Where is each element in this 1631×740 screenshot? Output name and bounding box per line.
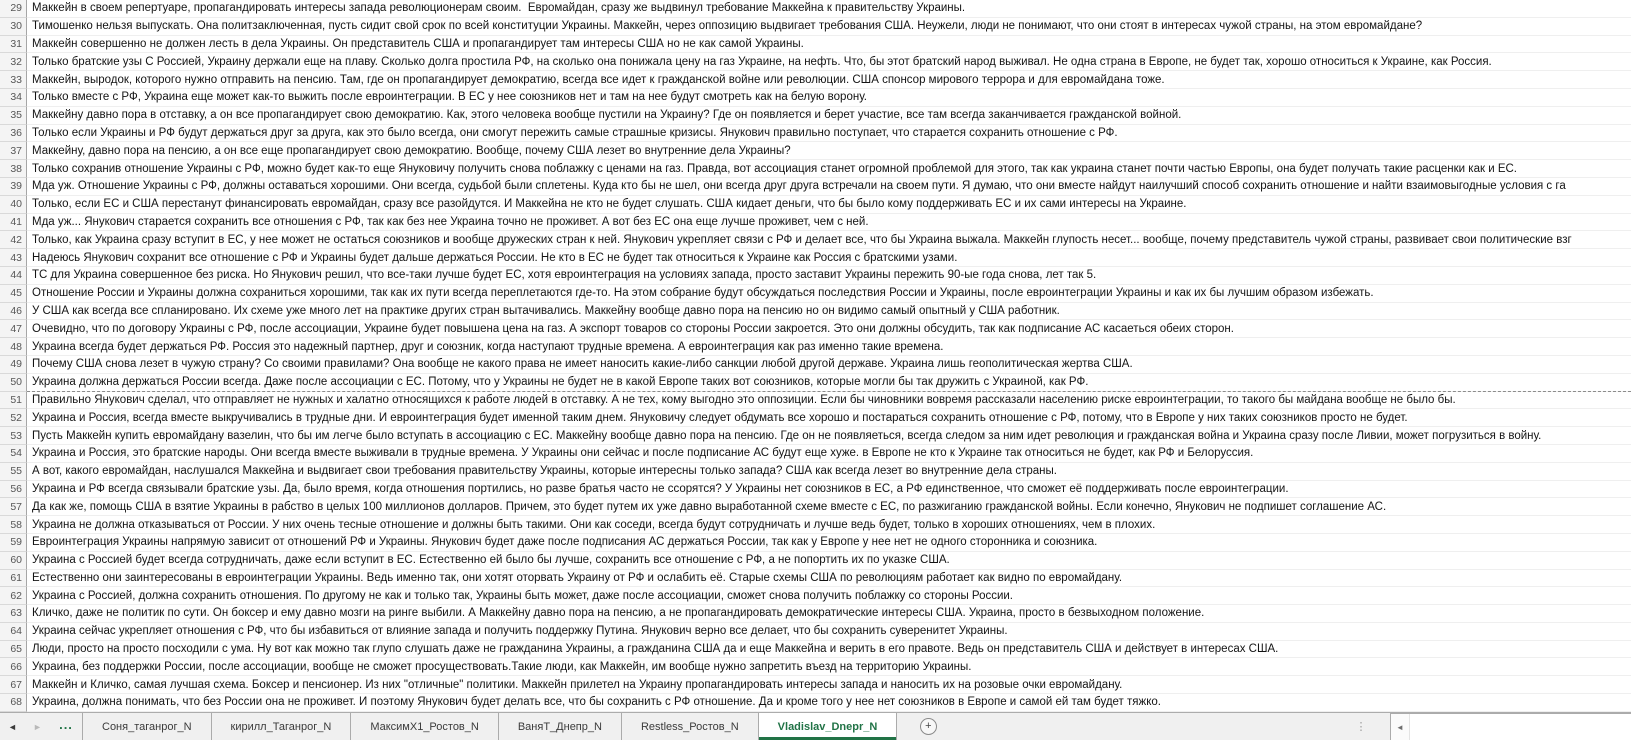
row-header[interactable]: 41 <box>0 214 27 232</box>
row-header[interactable]: 62 <box>0 587 27 605</box>
cell-text[interactable]: Правильно Янукович сделал, что отправляет не нужных и халатно относящихся к работе людей в отставку. А не тех, кому выгодно это оппозиции. Если бы чиновники вовремя рассказали населению риске евроинтеграции, то такого бы майдана вообще не было бы. <box>27 392 1631 410</box>
sheet-row <box>0 160 1631 178</box>
sheet-row <box>0 356 1631 374</box>
cell-text[interactable]: Украина, должна понимать, что без России она не проживет. И поэтому Янукович будет делать все, что бы сохранить с РФ отношение. Да и кроме того у нее нет союзников в Европе и самой ей там будет тяжко. <box>27 694 1631 712</box>
sheet-row <box>0 89 1631 107</box>
sheet-row <box>0 178 1631 196</box>
row-header[interactable]: 56 <box>0 481 27 499</box>
cell-text[interactable]: Мда уж... Янукович старается сохранить все отношения с РФ, так как без нее Украина точно не проживет. А вот без ЕС она еще лучше проживет, чем с ней. <box>27 214 1631 232</box>
cell-text[interactable]: Надеюсь Янукович сохранит все отношение с РФ и Украины будет дальше держаться России. Не кто в ЕС не будет так относиться к Украине как Россия с братскими узами. <box>27 249 1631 267</box>
sheet-tab-МаксимХ1_Ростов_N[interactable]: МаксимХ1_Ростов_N <box>351 713 499 740</box>
cell-text[interactable]: Украина всегда будет держаться РФ. Россия это надежный партнер, друг и союзник, когда наступают трудные времена. А евроинтеграция как раз именно такие времена. <box>27 338 1631 356</box>
row-header[interactable]: 58 <box>0 516 27 534</box>
cell-text[interactable]: Только сохранив отношение Украины с РФ, можно будет как-то еще Януковичу получить снова поблажку с ценами на газ. Правда, вот ассоциация станет огромной проблемой для этого, так как украина станет почти частью Европы, она будет получать такие расценки как и ЕС. <box>27 160 1631 178</box>
row-header[interactable]: 33 <box>0 71 27 89</box>
row-header[interactable]: 45 <box>0 285 27 303</box>
row-header[interactable]: 35 <box>0 107 27 125</box>
tabs-scroll-left-icon[interactable]: ◄ <box>8 721 17 732</box>
sheet-row <box>0 641 1631 659</box>
row-header[interactable]: 44 <box>0 267 27 285</box>
row-header[interactable]: 68 <box>0 694 27 712</box>
row-header[interactable]: 42 <box>0 231 27 249</box>
row-header[interactable]: 47 <box>0 320 27 338</box>
tabbar-right-group <box>1354 713 1631 740</box>
sheet-row <box>0 320 1631 338</box>
cell-text[interactable]: Отношение России и Украины должна сохраниться хорошими, так как их пути всегда переплетаются где-то. На этом собрание будут обсуждаться последствия России и Украины, после евроинтеграции Украины и как их бы лучшим образом избежать. <box>27 285 1631 303</box>
cell-text[interactable]: Украина сейчас укрепляет отношения с РФ, что бы избавиться от влияние запада и получить поддержку Путина. Янукович верно все делает, что бы сохранить суверенитет Украины. <box>27 623 1631 641</box>
cell-text[interactable]: Маккейну, давно пора на пенсию, а он все еще пропагандирует свою демократию. Вообще, почему США лезет во внутренние дела Украины? <box>27 142 1631 160</box>
plus-icon: + <box>920 718 937 735</box>
row-header[interactable]: 65 <box>0 641 27 659</box>
cell-text[interactable]: Только братские узы С Россией, Украину держали еще на плаву. Сколько долга простила РФ, на сколько она понижала цену на газ Украине, на нефть. Что, бы этот братский народ выживал. Не одна страна в Европе, не будет так, хорошо относиться к Украине, как Россия. <box>27 53 1631 71</box>
sheet-row <box>0 623 1631 641</box>
cell-text[interactable]: Тимошенко нельзя выпускать. Она политзаключенная, пусть сидит свой срок по всей конституции Украины. Маккейн, через оппозицию выдвигает требования США. Неужели, люди не понимают, что они стоят в интересах чужой страны, на этом евромайдане? <box>27 18 1631 36</box>
row-header[interactable]: 49 <box>0 356 27 374</box>
sheet-row <box>0 267 1631 285</box>
row-header[interactable]: 39 <box>0 178 27 196</box>
row-header[interactable]: 46 <box>0 303 27 321</box>
cell-text[interactable]: Украина, без поддержки России, после ассоциации, вообще не сможет просуществовать.Такие люди, как Маккейн, им вообще нужно запретить въезд на территорию Украины. <box>27 658 1631 676</box>
cell-text[interactable]: Украина должна держаться России всегда. Даже после ассоциации с ЕС. Потому, что у Украины не будет не в какой Европе таких вот союзников, которые могли бы так дружить с Украиной, как РФ. <box>27 374 1631 392</box>
row-header[interactable]: 48 <box>0 338 27 356</box>
sheet-tab-ВаняТ_Днепр_N[interactable]: ВаняТ_Днепр_N <box>499 713 622 740</box>
row-header[interactable]: 59 <box>0 534 27 552</box>
sheet-row <box>0 338 1631 356</box>
cell-text[interactable]: ТС для Украина совершенное без риска. Но Янукович решил, что все-таки лучше будет ЕС, хотя евроинтеграция на условиях запада, просто заставит Украины пережить 90-ые года снова, лет так 5. <box>27 267 1631 285</box>
cell-text[interactable]: Люди, просто на просто посходили с ума. Ну вот как можно так глупо слушать даже не гражданина Украины, а гражданина США да и еще Маккейна и верить в его правоте. Ведь он представитель США и действует в интересах США. <box>27 641 1631 659</box>
row-header[interactable]: 30 <box>0 18 27 36</box>
cell-text[interactable]: Только, как Украина сразу вступит в ЕС, у нее может не остаться союзников и вообще дружеских стран к ней. Янукович укрепляет связи с РФ и делает все, что бы Украина выжала. Маккейн глупость несет... вообще, почему представитель чужой страны, развивает свои политические взг <box>27 231 1631 249</box>
row-header[interactable]: 61 <box>0 570 27 588</box>
cell-text[interactable]: Очевидно, что по договору Украины с РФ, после ассоциации, Украине будет повышена цена на газ. А экспорт товаров со стороны России закроется. Это они должны обсудить, так как подписание АС касаеться обеих сторон. <box>27 320 1631 338</box>
sheet-tab-кирилл_Таганрог_N[interactable]: кирилл_Таганрог_N <box>212 713 352 740</box>
sheet-row <box>0 587 1631 605</box>
cell-text[interactable]: Почему США снова лезет в чужую страну? Со своими правилами? Она вообще не какого права не имеет наносить какие-либо санкции любой другой державе. Украина лишь геополитическая жертва США. <box>27 356 1631 374</box>
sheet-row <box>0 658 1631 676</box>
sheet-row <box>0 392 1631 410</box>
sheet-row <box>0 481 1631 499</box>
sheet-row <box>0 285 1631 303</box>
scroll-left-icon[interactable]: ◄ <box>1391 714 1410 740</box>
add-sheet-button[interactable] <box>913 713 943 740</box>
row-header[interactable]: 37 <box>0 142 27 160</box>
sheet-row <box>0 676 1631 694</box>
cell-text[interactable]: Только если Украины и РФ будут держаться друг за друга, как это было всегда, они смогут пережить самые страшные кризисы. Янукович правильно поступает, что старается сохранить отношение с РФ. <box>27 125 1631 143</box>
tabs-scroll-right-icon[interactable]: ► <box>33 721 42 732</box>
row-header[interactable]: 38 <box>0 160 27 178</box>
sheet-tab-Vladislav_Dnepr_N[interactable]: Vladislav_Dnepr_N <box>759 713 898 740</box>
cell-text[interactable]: Маккейн в своем репертуаре, пропагандировать интересы запада революционерам своим. Евромайдан, сразу же выдвинул требование Маккейна к правительству Украины. <box>27 0 1631 18</box>
row-header[interactable]: 29 <box>0 0 27 18</box>
row-header[interactable]: 53 <box>0 427 27 445</box>
sheet-row <box>0 142 1631 160</box>
row-header[interactable]: 55 <box>0 463 27 481</box>
row-header[interactable]: 67 <box>0 676 27 694</box>
cell-text[interactable]: А вот, какого евромайдан, наслушался Маккейна и выдвигает свои требования правительству Украины, которые интересны только запада? США как всегда лезет во внутренние дела страны. <box>27 463 1631 481</box>
sheet-row <box>0 694 1631 712</box>
sheet-row <box>0 427 1631 445</box>
row-header[interactable]: 34 <box>0 89 27 107</box>
sheet-tabs <box>82 713 897 740</box>
sheet-row <box>0 196 1631 214</box>
row-header[interactable]: 64 <box>0 623 27 641</box>
sheet-tab-bar <box>0 712 1631 740</box>
row-header[interactable]: 57 <box>0 498 27 516</box>
cell-text[interactable]: Мда уж. Отношение Украины с РФ, должны оставаться хорошими. Они всегда, судьбой были сплетены. Куда кто бы не шел, они всегда друг друга встречали на своем пути. Я думаю, что они вместе найдут наилучший способ сохранить отношение и найти взаимовыгодные условия с га <box>27 178 1631 196</box>
row-header[interactable]: 60 <box>0 552 27 570</box>
horizontal-scrollbar[interactable] <box>1390 713 1631 740</box>
row-header[interactable]: 50 <box>0 374 27 392</box>
row-header[interactable]: 43 <box>0 249 27 267</box>
cell-text[interactable]: Украина не должна отказываться от России. У них очень тесные отношение и должны быть такими. Они как соседи, всегда будут сотрудничать и лучше ведь будет, только в хороших отношениях, чем в плохих. <box>27 516 1631 534</box>
sheet-row <box>0 374 1631 392</box>
row-header[interactable]: 31 <box>0 36 27 54</box>
sheet-row <box>0 214 1631 232</box>
cell-text[interactable]: У США как всегда все спланировано. Их схеме уже много лет на практике других стран вытачивались. Маккейну вообще давно пора на пенсию но он видимо самый опытный у США работник. <box>27 303 1631 321</box>
sheet-row <box>0 498 1631 516</box>
cell-text[interactable]: Украина и Россия, это братские народы. Они всегда вместе выживали в трудные времена. У Украины они сейчас и после подписание АС будут еще хуже. в Европе не кто к Украине так относиться не будет, как РФ и Белоруссия. <box>27 445 1631 463</box>
sheet-tab-Restless_Ростов_N[interactable]: Restless_Ростов_N <box>622 713 759 740</box>
sheet-row <box>0 125 1631 143</box>
cell-text[interactable]: Украина и РФ всегда связывали братские узы. Да, было время, когда отношения портились, но разве братья часто не ссорятся? У Украины нет союзников в ЕС, а РФ единственное, что сможет её поддерживать после евроинтеграции. <box>27 481 1631 499</box>
sheet-row <box>0 409 1631 427</box>
row-header[interactable]: 40 <box>0 196 27 214</box>
row-header[interactable]: 36 <box>0 125 27 143</box>
cell-text[interactable]: Маккейн совершенно не должен лесть в дела Украины. Он представитель США и пропагандирует там интересы США но не как самой Украины. <box>27 36 1631 54</box>
sheet-row <box>0 0 1631 18</box>
tab-splitter-handle[interactable]: ⋮ <box>1355 721 1367 733</box>
cell-text[interactable]: Только вместе с РФ, Украина еще может как-то выжить после евроинтеграции. В ЕС у нее союзников нет и там на нее будут смотреть как на белую ворону. <box>27 89 1631 107</box>
cell-text[interactable]: Украина с Россией, должна сохранить отношения. По другому не как и только так, Украины быть может, даже после ассоциации, сможет снова получить поблажку со стороны России. <box>27 587 1631 605</box>
sheet-row <box>0 231 1631 249</box>
tabs-overflow-button[interactable]: ... <box>59 717 73 732</box>
sheet-row <box>0 463 1631 481</box>
sheet-row <box>0 303 1631 321</box>
sheet-row <box>0 516 1631 534</box>
sheet-row <box>0 605 1631 623</box>
row-header[interactable]: 66 <box>0 658 27 676</box>
cell-text[interactable]: Да как же, помощь США в взятие Украины в рабство в целых 100 миллионов долларов. Причем, это будет путем их уже давно выработанной схеме вместе с ЕС, по разжиганию гражданской войны. Если конечно, Янукович не подпишет соглашение АС. <box>27 498 1631 516</box>
cell-text[interactable]: Маккейну давно пора в отставку, а он все пропагандирует свою демократию. Как, этого человека вообще пустили на Украину? Где он появляется и берет участие, все там всегда заканчивается гражданской войной. <box>27 107 1631 125</box>
sheet-row <box>0 71 1631 89</box>
cell-text[interactable]: Евроинтеграция Украины напрямую зависит от отношений РФ и Украины. Янукович будет даже после подписания АС держаться России, так как у Европе у нее нет не одного сторонника и союзника. <box>27 534 1631 552</box>
scrollbar-track[interactable] <box>1410 714 1631 740</box>
sheet-row <box>0 107 1631 125</box>
row-header[interactable]: 54 <box>0 445 27 463</box>
sheet-row <box>0 570 1631 588</box>
sheet-row <box>0 552 1631 570</box>
row-header[interactable]: 32 <box>0 53 27 71</box>
cell-text[interactable]: Только, если ЕС и США перестанут финансировать евромайдан, сразу все разойдутся. И Маккейна не кто не будет слушать. США кидает деньги, что бы было кому поддерживать ЕС и их сами интересы на Украине. <box>27 196 1631 214</box>
cell-text[interactable]: Украина и Россия, всегда вместе выкручивались в трудные дни. И евроинтеграция будет именной таким днем. Януковичу следует обдумать все хорошо и постараться сохранить отношение с РФ, потому, что в Европе у них таких союзников просто не будет. <box>27 409 1631 427</box>
sheet-row <box>0 534 1631 552</box>
cell-text[interactable]: Маккейн и Кличко, самая лучшая схема. Боксер и пенсионер. Из них "отличные" политики. Маккейн прилетел на Украину пропагандировать интересы запада и наносить их на розовые очки евромайдану. <box>27 676 1631 694</box>
row-header[interactable]: 51 <box>0 392 27 410</box>
cell-text[interactable]: Естественно они заинтересованы в евроинтеграции Украины. Ведь именно так, они хотят оторвать Украину от РФ и ослабить её. Старые схемы США по революциям работает как видно по евромайдану. <box>27 570 1631 588</box>
row-header[interactable]: 63 <box>0 605 27 623</box>
cell-text[interactable]: Кличко, даже не политик по сути. Он боксер и ему давно мозги на ринге выбили. А Маккейну давно пора на пенсию, а не пропагандировать демократические интересы США. Украина, просто в безвыходном положение. <box>27 605 1631 623</box>
row-header[interactable]: 52 <box>0 409 27 427</box>
sheet-tab-Соня_таганрог_N[interactable]: Соня_таганрог_N <box>83 713 212 740</box>
cell-text[interactable]: Маккейн, выродок, которого нужно отправить на пенсию. Там, где он пропагандирует демократию, всегда все идет к гражданской войне или революции. США спонсор мирового террора и для евромайдана тоже. <box>27 71 1631 89</box>
sheet-row <box>0 36 1631 54</box>
sheet-row <box>0 18 1631 36</box>
cell-text[interactable]: Украина с Россией будет всегда сотрудничать, даже если вступит в ЕС. Естественно ей было бы лучше, сохранить все отношение с РФ, а не попортить их по указке США. <box>27 552 1631 570</box>
cell-text[interactable]: Пусть Маккейн купить евромайдану вазелин, что бы им легче было вступать в ассоциацию с ЕС. Маккейну вообще давно пора на пенсию. Где он не появляеться, всегда следом за ним идет революция и гражданская война и Украина сразу после Ливии, может погрузиться в войну. <box>27 427 1631 445</box>
sheet-row <box>0 249 1631 267</box>
sheet-row <box>0 53 1631 71</box>
sheet-row <box>0 445 1631 463</box>
